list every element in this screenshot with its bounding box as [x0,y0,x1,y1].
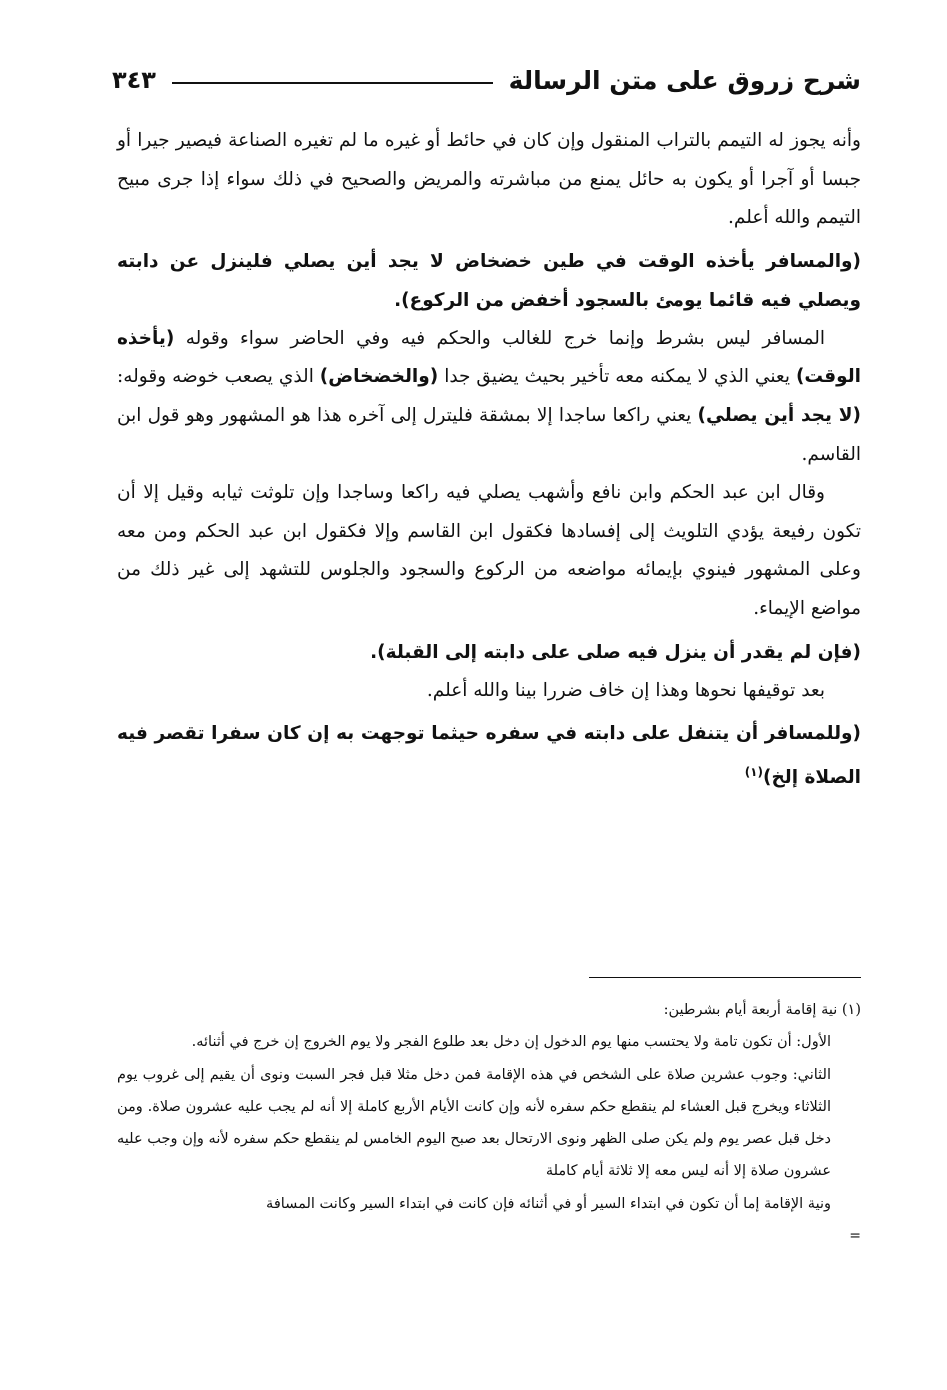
footnote-condition-2: الثاني: وجوب عشرين صلاة على الشخص في هذه الإقامة فمن دخل مثلا قبل فجر السبت ونوى أن يقيم إلى غروب يوم الثلاثاء ويخرج قبل العشاء لم ينقطع حكم سفره لأنه وإن كانت الأيام الأربع كاملة إلا أنه لم يجب عليه عشرون صلاة. ومن دخل قبل عصر يوم ولم يكن صلى الظهر ونوى الارتحال بعد صبح اليوم الخامس لم ينقطع حكم سفره لأنه وإن وجب عليه عشرون صلاة إلا أنه ليس معه إلا ثلاثة أيام كاملة [117,1066,831,1180]
paragraph-3 [117,320,861,474]
footnote-continuation: ونية الإقامة إما أن تكون في ابتداء السير أو في أثنائه فإن كانت في ابتداء السير وكانت المسافة [266,1195,831,1212]
paragraph-4: وقال ابن عبد الحكم وابن نافع وأشهب يصلي فيه راكعا وساجدا وإن تلوثت ثيابه وقيل إلا أن تكون رفيعة يؤدي التلويث إلى إفسادها فكقول ابن القاسم وإلا فكقول ابن عبد الحكم ومن معه وعلى المشهور فينوي بإيمائه مواضعه من الركوع والسجود والجلوس للتشهد إلى غير ذلك من مواضع الإيماء. [117,482,861,619]
continuation-mark: = [849,1228,861,1245]
footnote-1-heading: (١) نية إقامة أربعة أيام بشرطين: [663,1002,861,1018]
bold-term-3: (لا يجد أين يصلي) [697,404,861,426]
footnote-ref: (١) [744,765,763,780]
paragraph-1: وأنه يجوز له التيمم بالتراب المنقول وإن كان في حائط أو غيره ما لم تغيره الصناعة فيصير جيرا أو جبسا أو آجرا أو يكون به حائل يمنع من مباشرته والمريض والصحيح في ذلك سواء إذا جرى مبيح التيمم والله أعلم. [117,130,861,229]
paragraph-3-text-4: يعني راكعا ساجدا إلا بمشقة فليترل إلى آخره هذا هو المشهور وهو قول ابن القاسم. [117,404,861,465]
bold-term-1: (يأخذه الوقت) [117,327,861,388]
header-rule [172,82,493,84]
footnote-condition-1: الأول: أن تكون تامة ولا يحتسب منها يوم الدخول إن دخل بعد طلوع الفجر ولا يوم الخروج إن خرج في أثنائه. [191,1034,831,1051]
footnotes [117,994,861,1252]
matn-quote-3-text: (وللمسافر أن يتنفل على دابته في سفره حيثما توجهت به إن كان سفرا تقصر فيه الصلاة إلخ) [117,723,861,789]
paragraph-3-text-3: الذي يصعب خوضه وقوله: [117,366,314,388]
matn-quote-3 [117,714,861,797]
paragraph-6: بعد توقيفها نحوها وهذا إن خاف ضررا بينا والله أعلم. [426,679,825,701]
matn-quote-1: (والمسافر يأخذه الوقت في طين خضخاض لا يجد أين يصلي فلينزل عن دابته ويصلي فيه قائما يومئ بالسجود أخفض من الركوع). [117,250,861,311]
main-text [117,122,861,797]
matn-quote-2: (فإن لم يقدر أن ينزل فيه صلى على دابته إلى القبلة). [370,641,861,663]
bold-term-2: (والخضخاض) [319,366,439,388]
paragraph-3-text-2: يعني الذي لا يمكنه معه تأخير بحيث يضيق جدا [444,366,790,388]
footnote-separator [589,977,861,978]
page-number: ٣٤٣ [112,66,156,94]
book-title: شرح زروق على متن الرسالة [508,65,861,95]
paragraph-3-text-1: المسافر ليس بشرط وإنما خرج للغالب والحكم فيه وفي الحاضر سواء وقوله [185,327,825,349]
page-header [112,58,861,102]
